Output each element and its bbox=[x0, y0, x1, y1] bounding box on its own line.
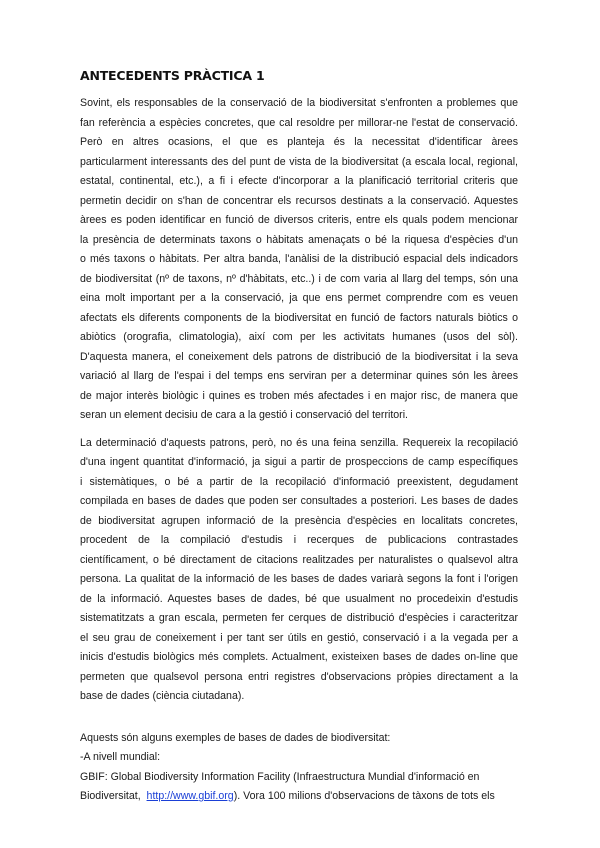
text-line: inicis d'estudis biològics més complets. Actualment, existeixen bases de dades on-line que bbox=[80, 651, 518, 663]
text-line: i sistemàtiques, o bé a partir de la recopilació d'informació preexistent, degudament bbox=[80, 475, 518, 488]
text-line: d'una ingent quantitat d'informació, ja sigui a partir de prospeccions de camp específiques bbox=[80, 456, 518, 468]
text-line: particularment interessants des del punt de vista de la biodiversitat (a escala local, regional, bbox=[80, 155, 518, 168]
text-line: estatal, continental, etc.), a fi i efecte d'incorporar a la planificació territorial criteris que bbox=[80, 175, 518, 187]
text-line: la presència de determinats taxons o hàbitats amenaçats o bé la riquesa d'espècies d'un bbox=[80, 233, 518, 246]
gbif-link[interactable]: http://www.gbif.org bbox=[146, 790, 234, 802]
gbif-text-post: ). Vora 100 milions d'observacions de tàxons de tots els bbox=[233, 790, 495, 802]
text-line: científicament, o bé directament de citacions realitzades per naturalistes o qualsevol altra bbox=[80, 553, 518, 566]
paragraph-intro bbox=[80, 94, 518, 426]
text-line: D'aquesta manera, el coneixement dels patrons de distribució de la biodiversitat i la seva bbox=[80, 350, 518, 363]
level-world-heading: -A nivell mundial: bbox=[80, 751, 161, 763]
text-line: persona. La qualitat de la informació de les bases de dades variarà segons la font i l'origen bbox=[80, 573, 518, 585]
text-line: Sovint, els responsables de la conservació de la biodiversitat s'enfronten a problemes que bbox=[80, 97, 518, 109]
text-line: fan referència a espècies concretes, que cal resoldre per millorar-ne l'estat de conservació. bbox=[80, 116, 518, 129]
text-line: permeten que qualsevol persona entri registres d'observacions pròpies directament a la bbox=[80, 670, 518, 683]
gbif-text-pre: Biodiversitat, bbox=[80, 790, 144, 802]
text-line: base de dades (ciència ciutadana). bbox=[80, 690, 245, 702]
page-title: ANTECEDENTS PRÀCTICA 1 bbox=[80, 68, 265, 83]
text-line: àrees es poden identificar en funció de diversos criteris, entre els quals podem mencionar bbox=[80, 214, 518, 226]
text-line: eina molt important per a la conservació, ja que ens permet comprendre com es veuen bbox=[80, 292, 518, 304]
text-line: La determinació d'aquests patrons, però, no és una feina senzilla. Requereix la recopilació bbox=[80, 436, 518, 449]
text-line: el seu grau de coneixement i per tant ser útils en gestió, conservació i a la vegada per a bbox=[80, 631, 518, 644]
text-line: de la informació. Aquestes bases de dades, bé que usualment no procedeixin d'estudis bbox=[80, 592, 518, 605]
text-line: compilada en bases de dades que poden ser consultades a posteriori. Les bases de dades bbox=[80, 495, 518, 507]
gbif-description: GBIF: Global Biodiversity Information Facility (Infraestructura Mundial d'informació en bbox=[80, 770, 480, 783]
text-line: afectats els diferents components de la biodiversitat en funció de factors naturals biòtics o bbox=[80, 311, 518, 324]
text-line: sistematitzats a gran escala, permeten fer cerques de distribució d'espècies i caracteritzar bbox=[80, 612, 518, 624]
text-line: permetin decidir on s'han de concentrar els recursos destinats a la conservació. Aquestes bbox=[80, 194, 518, 207]
text-line: seran un element decisiu de cara a la gestió i conservació del territori. bbox=[80, 409, 408, 421]
document-body bbox=[80, 67, 518, 807]
text-line: Però en altres ocasions, el que es planteja és la necessitat d'identificar àrees bbox=[80, 136, 518, 148]
text-line: de biodiversitat agrupen informació de la presència d'espècies en localitats concretes, bbox=[80, 514, 518, 527]
examples-intro: Aquests són alguns exemples de bases de dades de biodiversitat: bbox=[80, 731, 391, 744]
gbif-description-cont bbox=[80, 787, 518, 807]
text-line: variació al llarg de l'espai i del temps ens serviran per a determinar quines són les àrees bbox=[80, 370, 518, 382]
paragraph-patterns bbox=[80, 434, 518, 707]
text-line: abiòtics (orografia, climatologia), així com per les activitats humanes (usos del sòl). bbox=[80, 331, 518, 343]
examples-section bbox=[80, 729, 518, 807]
text-line: procedent de la compilació d'estudis i recerques de publicacions contrastades bbox=[80, 534, 518, 546]
text-line: de biodiversitat (nº de taxons, nº d'hàbitats, etc..) i de com varia al llarg del temps, són una bbox=[80, 272, 518, 285]
text-line: o més taxons o hàbitats. Per altra banda, l'anàlisi de la distribució espacial dels indicadors bbox=[80, 253, 518, 265]
text-line: de major interès biològic i quines es troben més afectades i en major risc, de manera que bbox=[80, 389, 518, 402]
